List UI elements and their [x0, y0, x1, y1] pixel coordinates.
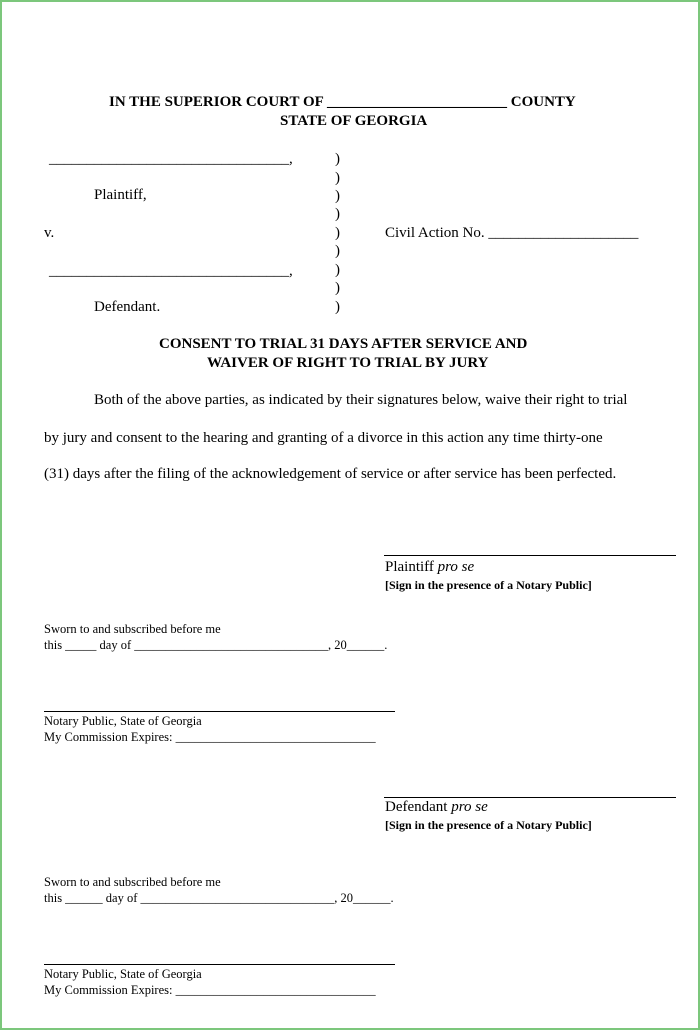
- notary1-date-line: this _____ day of _______________________________, 20______.: [44, 638, 388, 652]
- court-header-prefix: IN THE SUPERIOR COURT OF: [109, 94, 324, 110]
- body-text-line1: Both of the above parties, as indicated by their signatures below, waive their right to trial: [94, 392, 628, 408]
- document-title-line1: CONSENT TO TRIAL 31 DAYS AFTER SERVICE AND: [159, 336, 528, 352]
- civil-action-number: [385, 226, 638, 241]
- defendant-label: Defendant.: [94, 299, 161, 315]
- notary1-sworn-text: Sworn to and subscribed before me: [44, 622, 221, 636]
- civil-action-label: Civil Action No.: [385, 225, 485, 241]
- document-title-line2: WAIVER OF RIGHT TO TRIAL BY JURY: [207, 355, 489, 371]
- plaintiff-signature-line: [384, 555, 676, 556]
- caption-paren: ): [335, 280, 340, 296]
- plaintiff-pro-se: pro se: [437, 559, 475, 575]
- notary2-label: Notary Public, State of Georgia: [44, 967, 202, 981]
- notary1-commission: My Commission Expires: ________________________________: [44, 730, 376, 744]
- civil-action-blank: ____________________: [488, 225, 639, 241]
- defendant-notary-note: [Sign in the presence of a Notary Public]: [385, 818, 592, 832]
- caption-paren: ): [335, 206, 340, 222]
- notary2-date-line: this ______ day of _______________________________, 20______.: [44, 891, 394, 905]
- notary1-label: Notary Public, State of Georgia: [44, 714, 202, 728]
- defendant-signature-line: [384, 797, 676, 798]
- defendant-pro-se: pro se: [451, 799, 488, 815]
- plaintiff-name-blank: ________________________________,: [49, 151, 293, 167]
- notary2-signature-line: [44, 964, 395, 965]
- defendant-sig-label-text: Defendant: [385, 799, 448, 815]
- caption-paren: ): [335, 225, 340, 241]
- body-text-line2: by jury and consent to the hearing and granting of a divorce in this action any time thirty-one: [44, 430, 603, 446]
- court-header-line1: [109, 95, 576, 110]
- plaintiff-notary-note: [Sign in the presence of a Notary Public]: [385, 578, 592, 592]
- court-header-line2: STATE OF GEORGIA: [280, 113, 428, 129]
- caption-paren: ): [335, 243, 340, 259]
- notary2-commission: My Commission Expires: ________________________________: [44, 983, 376, 997]
- caption-paren: ): [335, 151, 340, 167]
- notary1-signature-line: [44, 711, 395, 712]
- versus-label: v.: [44, 225, 55, 241]
- plaintiff-sig-label-text: Plaintiff: [385, 559, 434, 575]
- plaintiff-label: Plaintiff,: [94, 187, 147, 203]
- caption-paren: ): [335, 262, 340, 278]
- defendant-signature-label: [385, 800, 488, 815]
- county-blank: ________________________: [326, 94, 507, 110]
- plaintiff-signature-label: [385, 560, 474, 575]
- body-text-line3: (31) days after the filing of the acknowledgement of service or after service has been perfected.: [44, 466, 617, 482]
- caption-paren: ): [335, 299, 340, 315]
- caption-paren: ): [335, 188, 340, 204]
- caption-paren: ): [335, 170, 340, 186]
- notary2-sworn-text: Sworn to and subscribed before me: [44, 875, 221, 889]
- defendant-name-blank: ________________________________,: [49, 263, 293, 279]
- court-header-suffix: COUNTY: [510, 94, 576, 110]
